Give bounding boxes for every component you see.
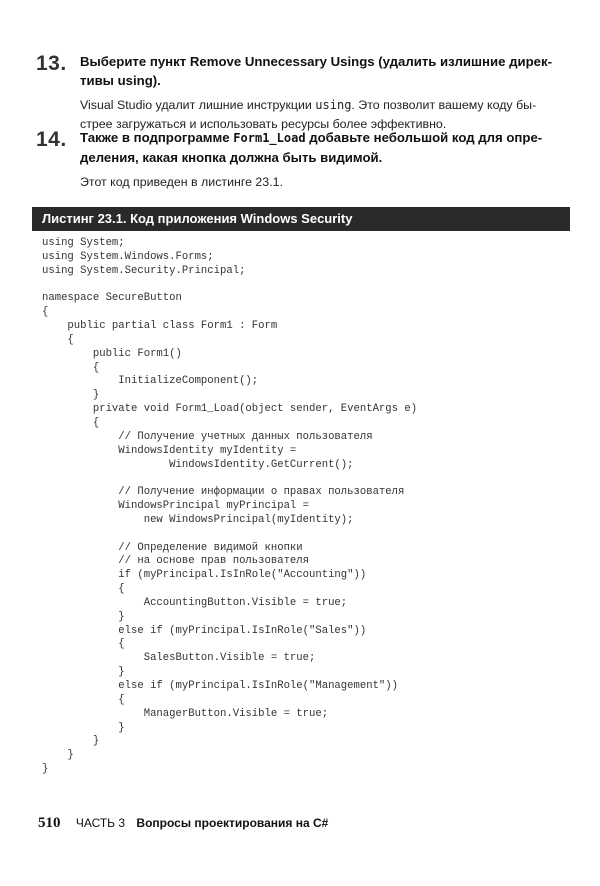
page-number: 510 (38, 815, 61, 831)
inline-code: using (315, 98, 352, 112)
page-footer (38, 815, 328, 832)
step-title: Также в подпрограмме Form1_Load добавьте небольшой код для опре-деления, какая кнопка должна быть видимой. (80, 130, 543, 165)
code-listing: using System; using System.Windows.Forms; using System.Security.Principal; namespace SecureButton { public partial class Form1 : Form { public Form1() { InitializeComponent(); } private void Form1_Load(object sender, EventArgs e) { // Получение учетных данных пользователя WindowsIdentity myIdentity = WindowsIdentity.GetCurrent(); // Получение информации о правах пользователя WindowsPrincipal myPrincipal = new WindowsPrincipal(myIdentity); // Определение видимой кнопки // на основе прав пользователя if (myPrincipal.IsInRole("Accounting")) { AccountingButton.Visible = true; } else if (myPrincipal.IsInRole("Sales")) { SalesButton.Visible = true; } else if (myPrincipal.IsInRole("Management")) { ManagerButton.Visible = true; } } } } (42, 237, 418, 776)
step-number: 13. (36, 52, 67, 75)
listing-title-bar: Листинг 23.1. Код приложения Windows Security (32, 207, 570, 231)
part-label: ЧАСТЬ 3 (75, 816, 126, 830)
step-13 (36, 52, 556, 134)
step-number: 14. (36, 128, 67, 151)
step-title: Выберите пункт Remove Unnecessary Usings (удалить излишние дирек-тивы using). (80, 54, 552, 88)
inline-code: Form1_Load (233, 131, 306, 145)
step-body: Этот код приведен в листинге 23.1. (80, 175, 283, 189)
step-body: Visual Studio удалит лишние инструкции using. Это позволит вашему коду бы-стрее загружаться и использовать ресурсы более эффективно. (80, 98, 537, 131)
step-14 (36, 128, 556, 192)
part-title: Вопросы проектирования на C# (136, 816, 329, 830)
